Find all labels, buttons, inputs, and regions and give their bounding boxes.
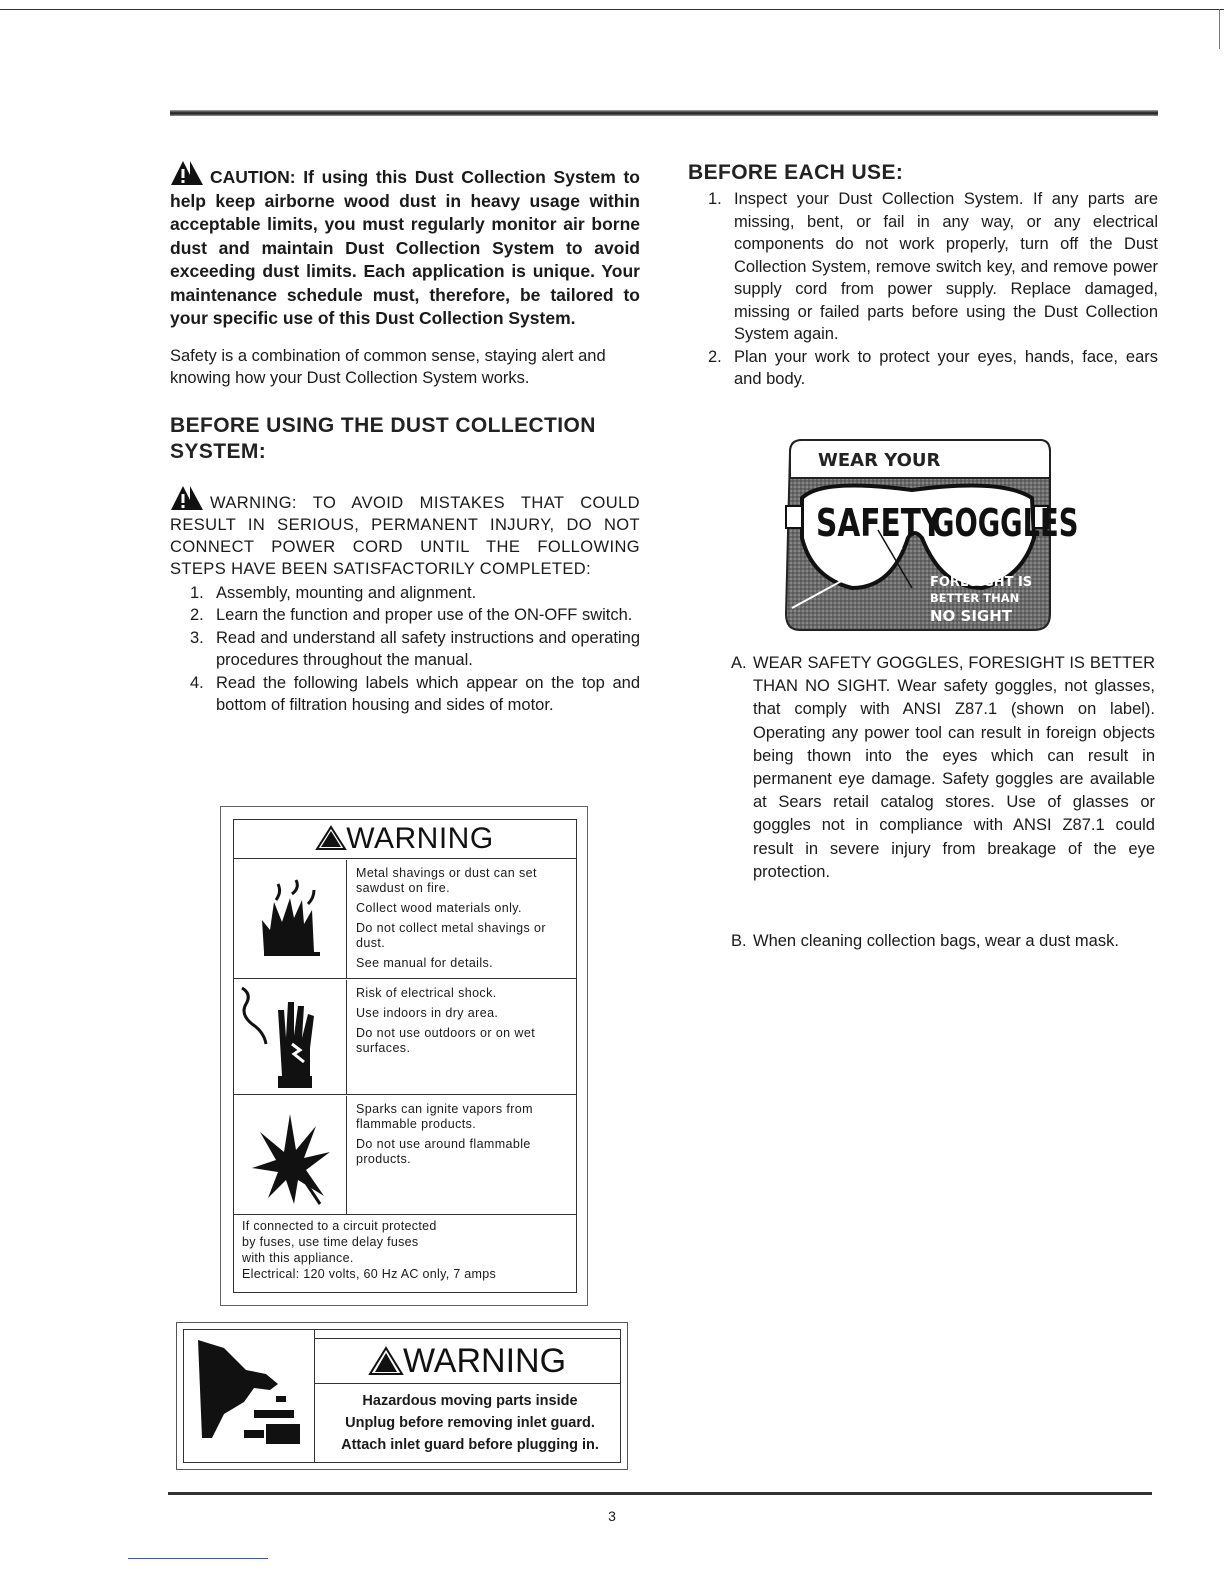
electrical-rating bbox=[242, 1218, 572, 1282]
shock-hazard-row bbox=[234, 980, 576, 1095]
moving-parts-hand-icon bbox=[184, 1330, 315, 1462]
label-text: Collect wood materials only. bbox=[356, 901, 522, 915]
label-text: by fuses, use time delay fuses bbox=[242, 1235, 419, 1249]
warning-triangle-icon bbox=[170, 160, 204, 186]
warning-triangle-icon bbox=[170, 485, 204, 511]
label-text: Do not collect metal shavings or dust. bbox=[356, 921, 546, 950]
goggles-slogan-line3: NO SIGHT bbox=[930, 607, 1013, 625]
item-text: When cleaning collection bags, wear a dust mask. bbox=[753, 932, 1119, 950]
before-each-use-steps bbox=[688, 188, 1158, 391]
list-item bbox=[688, 346, 1158, 391]
warning-label-inlet bbox=[176, 1322, 628, 1470]
goggles-slogan-line2: BETTER THAN bbox=[930, 591, 1020, 605]
label-text: Risk of electrical shock. bbox=[356, 986, 497, 1000]
step-text: Read and understand all safety instructions and operating procedures throughout the manual. bbox=[216, 628, 640, 669]
step-number: 4. bbox=[190, 673, 204, 692]
before-using-steps bbox=[170, 582, 640, 717]
label-text: Hazardous moving parts inside bbox=[362, 1393, 578, 1409]
header-rule bbox=[170, 110, 1158, 116]
step-text: Inspect your Dust Collection System. If any parts are missing, bent, or fail in any way, or any electrical components do not work properly, turn off the Dust Collection System, remove switch key, and remove power supply cord from power supply. Replace damaged, missing or failed parts before using the Dust Collection System again. bbox=[734, 190, 1158, 343]
goggles-word-goggles: GOGGLES bbox=[932, 500, 1079, 546]
step-number: 2. bbox=[190, 606, 204, 624]
fire-hazard-row bbox=[234, 860, 576, 979]
list-item bbox=[688, 188, 1158, 346]
label-title-text: WARNING bbox=[402, 1342, 567, 1380]
footer-rule bbox=[168, 1492, 1152, 1495]
warning-triangle-icon bbox=[369, 1347, 403, 1375]
right-column bbox=[688, 160, 1158, 391]
list-item bbox=[731, 930, 1155, 953]
step-number: 2. bbox=[708, 347, 722, 366]
label-text: Unplug before removing inlet guard. bbox=[345, 1415, 595, 1431]
footer-underline bbox=[128, 1558, 268, 1559]
step-text: Learn the function and proper use of the ON-OFF switch. bbox=[216, 606, 633, 624]
electric-hand-icon bbox=[234, 980, 347, 1094]
goggles-word-safety: SAFETY bbox=[816, 501, 943, 547]
label-title bbox=[315, 1338, 620, 1384]
goggles-slogan-line1: FORESIGHT IS bbox=[930, 575, 1033, 590]
warning-paragraph bbox=[170, 485, 640, 580]
label-text: See manual for details. bbox=[356, 956, 494, 970]
warning-text: WARNING: TO AVOID MISTAKES THAT COULD RESULT IN SERIOUS, PERMANENT INJURY, DO NOT CONNECT POWER CORD UNTIL THE FOLLOWING STEPS HAVE BEEN SATISFACTORILY COMPLETED: bbox=[170, 493, 640, 578]
list-item bbox=[170, 627, 640, 672]
item-text: WEAR SAFETY GOGGLES, FORESIGHT IS BETTER THAN NO SIGHT. Wear safety goggles, not glasses, that comply with ANSI Z87.1 (shown on label). Operating any power tool can result in foreign objects being thown into the eyes which can result in permanent eye damage. Safety goggles are available at Sears retail catalog stores. Use of glasses or goggles not in compliance with ANSI Z87.1 could result in severe injury from breakage of the eye protection. bbox=[753, 654, 1155, 881]
list-item bbox=[731, 652, 1155, 884]
top-border bbox=[0, 9, 1224, 10]
label-title-text: WARNING bbox=[346, 822, 494, 855]
label-text: Use indoors in dry area. bbox=[356, 1006, 499, 1020]
warning-triangle-icon bbox=[316, 826, 346, 850]
item-letter: B. bbox=[731, 932, 747, 950]
label-title bbox=[234, 820, 576, 859]
caution-paragraph bbox=[170, 160, 640, 331]
list-item bbox=[170, 672, 640, 717]
list-item bbox=[170, 604, 640, 627]
before-using-heading: BEFORE USING THE DUST COLLECTION SYSTEM: bbox=[170, 413, 596, 463]
label-text: Attach inlet guard before plugging in. bbox=[341, 1437, 599, 1453]
item-letter: A. bbox=[731, 654, 747, 672]
goggles-top-text: WEAR YOUR bbox=[818, 450, 941, 471]
step-number: 1. bbox=[708, 190, 722, 208]
label-text: Electrical: 120 volts, 60 Hz AC only, 7 amps bbox=[242, 1267, 497, 1281]
before-each-use-heading: BEFORE EACH USE: bbox=[688, 161, 904, 184]
label-instructions bbox=[324, 1390, 616, 1456]
label-text: Do not use around flammable products. bbox=[356, 1137, 531, 1166]
safety-goggles-illustration bbox=[782, 438, 1079, 632]
label-text: Metal shavings or dust can set sawdust on fire. bbox=[356, 866, 537, 895]
warning-label-motor bbox=[220, 806, 588, 1306]
left-column bbox=[170, 160, 640, 717]
step-text: Read the following labels which appear on the top and bottom of filtration housing and sides of motor. bbox=[216, 673, 640, 714]
label-text: Do not use outdoors or on wet surfaces. bbox=[356, 1026, 536, 1055]
safety-intro: Safety is a combination of common sense, staying alert and knowing how your Dust Collection System works. bbox=[170, 346, 606, 387]
fire-icon bbox=[234, 860, 347, 978]
page-number: 3 bbox=[608, 1508, 616, 1524]
caution-text: CAUTION: If using this Dust Collection System to help keep airborne wood dust in heavy usage within acceptable limits, you must regularly monitor air borne dust and maintain Dust Collection System to avoid exceeding dust limits. Each application is unique. Your maintenance schedule must, therefore, be tailored to your specific use of this Dust Collection System. bbox=[170, 167, 640, 328]
explosion-icon bbox=[234, 1096, 347, 1214]
step-text: Assembly, mounting and alignment. bbox=[216, 583, 477, 602]
list-item bbox=[170, 582, 640, 605]
label-text: Sparks can ignite vapors from flammable products. bbox=[356, 1102, 533, 1131]
sparks-hazard-row bbox=[234, 1096, 576, 1215]
step-number: 3. bbox=[190, 628, 204, 647]
label-text: If connected to a circuit protected bbox=[242, 1219, 437, 1233]
right-border bbox=[1219, 9, 1220, 49]
step-text: Plan your work to protect your eyes, hands, face, ears and body. bbox=[734, 347, 1158, 388]
step-number: 1. bbox=[190, 583, 204, 602]
label-text: with this appliance. bbox=[242, 1251, 354, 1265]
